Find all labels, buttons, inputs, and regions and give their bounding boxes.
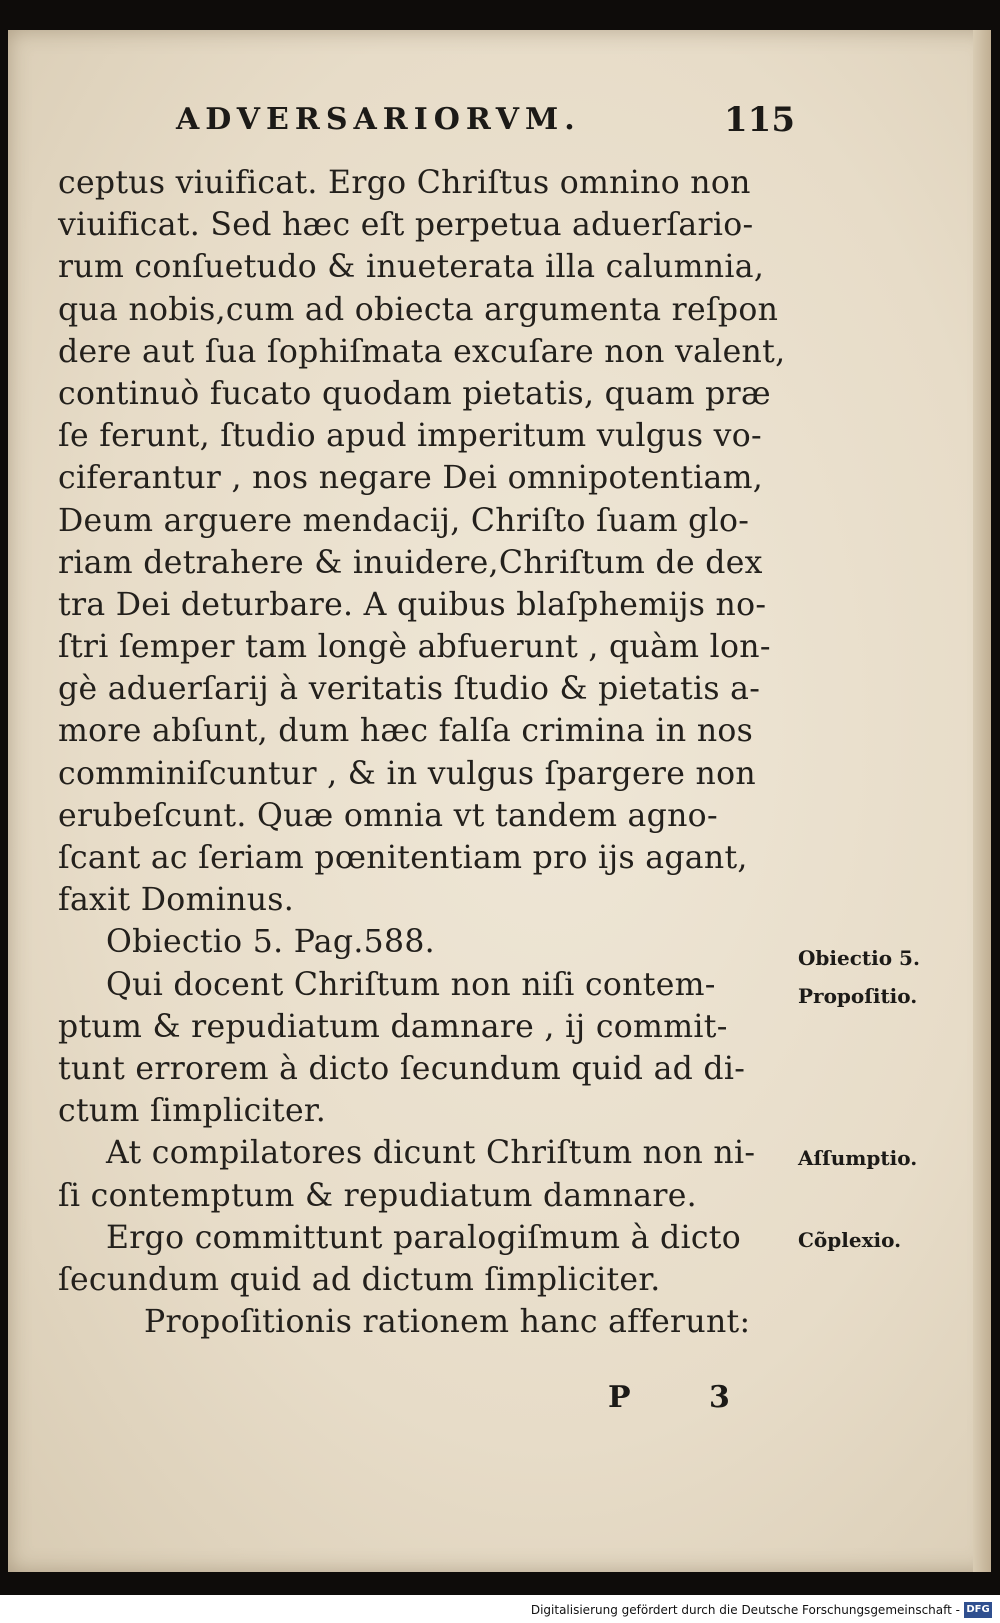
text-line: gè aduerſarij à veritatis ſtudio & pietatis a- [58, 671, 761, 708]
running-header: ADVERSARIORVM. [176, 102, 581, 137]
margin-note-conclusion: Cõplexio. [798, 1228, 902, 1252]
footer-bar [0, 1595, 1000, 1623]
text-line: qua nobis,cum ad obiecta argumenta reſpon [58, 291, 779, 328]
text-line: tunt errorem à dicto ſecundum quid ad di- [58, 1050, 746, 1087]
text-line: comminiſcuntur , & in vulgus ſpargere non [58, 755, 756, 792]
text-line: At compilatores dicunt Chriſtum non ni- [106, 1135, 756, 1172]
text-line: ſecundum quid ad dictum ſimpliciter. [58, 1261, 661, 1298]
objection-heading: Obiectio 5. Pag.588. [106, 924, 435, 961]
text-line: dere aut ſua ſophiſmata excuſare non valent, [58, 333, 786, 370]
text-line: Propoſitionis rationem hanc afferunt: [144, 1304, 751, 1341]
signature-mark: P 3 [608, 1380, 764, 1415]
text-line: more abſunt, dum hæc falſa crimina in nos [58, 713, 754, 750]
text-line: ſcant ac ſeriam pœnitentiam pro ijs agant, [58, 840, 748, 876]
page-number: 115 [724, 100, 795, 140]
text-line: tra Dei deturbare. A quibus blaſphemijs no- [58, 586, 767, 623]
text-line: riam detrahere & inuidere,Chriſtum de dex [58, 544, 763, 581]
text-line: ceptus viuificat. Ergo Chriſtus omnino non [58, 165, 751, 201]
margin-note-assumption: Aſſumptio. [798, 1146, 918, 1170]
text-line: ptum & repudiatum damnare , ij commit- [58, 1008, 728, 1045]
text-line: ctum ſimpliciter. [58, 1093, 327, 1130]
text-line: faxit Dominus. [58, 882, 295, 919]
text-line: viuificat. Sed hæc eſt perpetua aduerſario- [58, 207, 754, 244]
text-line: ſtri ſemper tam longè abfuerunt , quàm lon- [58, 629, 771, 666]
body-text [58, 162, 803, 1343]
funding-credit: Digitalisierung gefördert durch die Deutsche Forschungsgemeinschaft - [530, 1603, 960, 1617]
text-line: erubeſcunt. Quæ omnia vt tandem agno- [58, 797, 718, 834]
dfg-logo: DFG [964, 1602, 992, 1618]
scanned-page [8, 30, 991, 1572]
page-edge-shadow [973, 30, 991, 1572]
text-line: ſi contemptum & repudiatum damnare. [58, 1177, 697, 1214]
text-line: rum conſuetudo & inueterata illa calumnia, [58, 249, 765, 286]
text-line: Qui docent Chriſtum non niſi contem- [106, 966, 716, 1003]
text-line: ſe ferunt, ſtudio apud imperitum vulgus vo- [58, 418, 762, 455]
margin-note-objection: Obiectio 5. [798, 946, 920, 970]
text-line: Deum arguere mendacij, Chriſto ſuam glo- [58, 502, 750, 539]
text-line: ciferantur , nos negare Dei omnipotentiam, [58, 460, 764, 497]
margin-note-proposition: Propoſitio. [798, 984, 918, 1008]
text-line: Ergo committunt paralogiſmum à dicto [106, 1219, 742, 1256]
text-line: continuò fucato quodam pietatis, quam præ [58, 375, 771, 412]
